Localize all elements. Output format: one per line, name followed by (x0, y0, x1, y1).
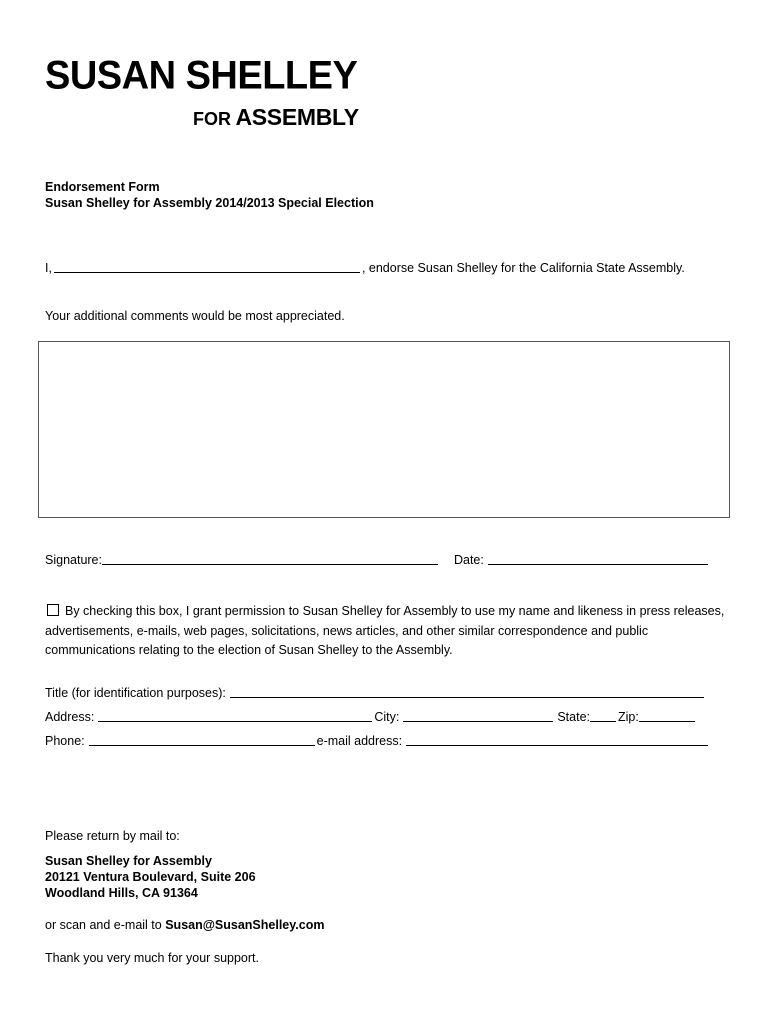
permission-paragraph (45, 602, 725, 661)
signature-row (45, 552, 735, 567)
city-label: City: (374, 710, 400, 724)
email-instructions (45, 918, 324, 932)
office-heading (193, 104, 359, 131)
address-field[interactable] (98, 709, 372, 722)
endorsement-prefix: I, (45, 261, 52, 275)
date-label: Date: (453, 553, 484, 567)
title-row (45, 685, 725, 700)
state-field[interactable] (590, 709, 616, 722)
address-row (45, 709, 725, 724)
date-field[interactable] (488, 552, 708, 565)
thank-you-note: Thank you very much for your support. (45, 951, 259, 965)
contact-email-link[interactable]: Susan@SusanShelley.com (165, 918, 325, 932)
endorser-name-field[interactable] (54, 260, 360, 273)
return-instructions: Please return by mail to: (45, 829, 180, 843)
assembly-word: ASSEMBLY (235, 104, 359, 130)
comments-prompt: Your additional comments would be most appreciated. (45, 309, 345, 323)
candidate-name-heading: SUSAN SHELLEY (45, 54, 358, 99)
return-address-line-2: 20121 Ventura Boulevard, Suite 206 (45, 870, 256, 884)
return-address-line-3: Woodland Hills, CA 91364 (45, 886, 198, 900)
email-label: e-mail address: (316, 734, 403, 748)
zip-field[interactable] (639, 709, 695, 722)
signature-label: Signature: (45, 553, 102, 567)
title-label: Title (for identification purposes): (45, 686, 226, 700)
permission-checkbox[interactable] (47, 604, 59, 616)
phone-field[interactable] (89, 733, 315, 746)
address-label: Address: (45, 710, 95, 724)
permission-text: By checking this box, I grant permission to Susan Shelley for Assembly to use my name and likeness in press releases, advertisements, e-mails, web pages, solicitations, news articles, and other similar correspondence and public communications relating to the election of Susan Shelley to the Assembly. (45, 604, 725, 657)
form-title: Endorsement Form (45, 180, 160, 194)
endorsement-suffix: , endorse Susan Shelley for the California State Assembly. (361, 261, 685, 275)
for-word: FOR (193, 109, 231, 129)
email-field[interactable] (406, 733, 708, 746)
signature-field[interactable] (102, 552, 438, 565)
endorsement-statement (45, 260, 735, 275)
comments-box[interactable] (38, 341, 730, 518)
state-label: State: (557, 710, 591, 724)
city-field[interactable] (403, 709, 553, 722)
form-subtitle: Susan Shelley for Assembly 2014/2013 Special Election (45, 196, 374, 210)
title-field[interactable] (230, 685, 704, 698)
phone-label: Phone: (45, 734, 85, 748)
zip-label: Zip: (618, 710, 639, 724)
phone-row (45, 733, 725, 748)
email-prefix: or scan and e-mail to (45, 918, 162, 932)
return-address-line-1: Susan Shelley for Assembly (45, 854, 212, 868)
